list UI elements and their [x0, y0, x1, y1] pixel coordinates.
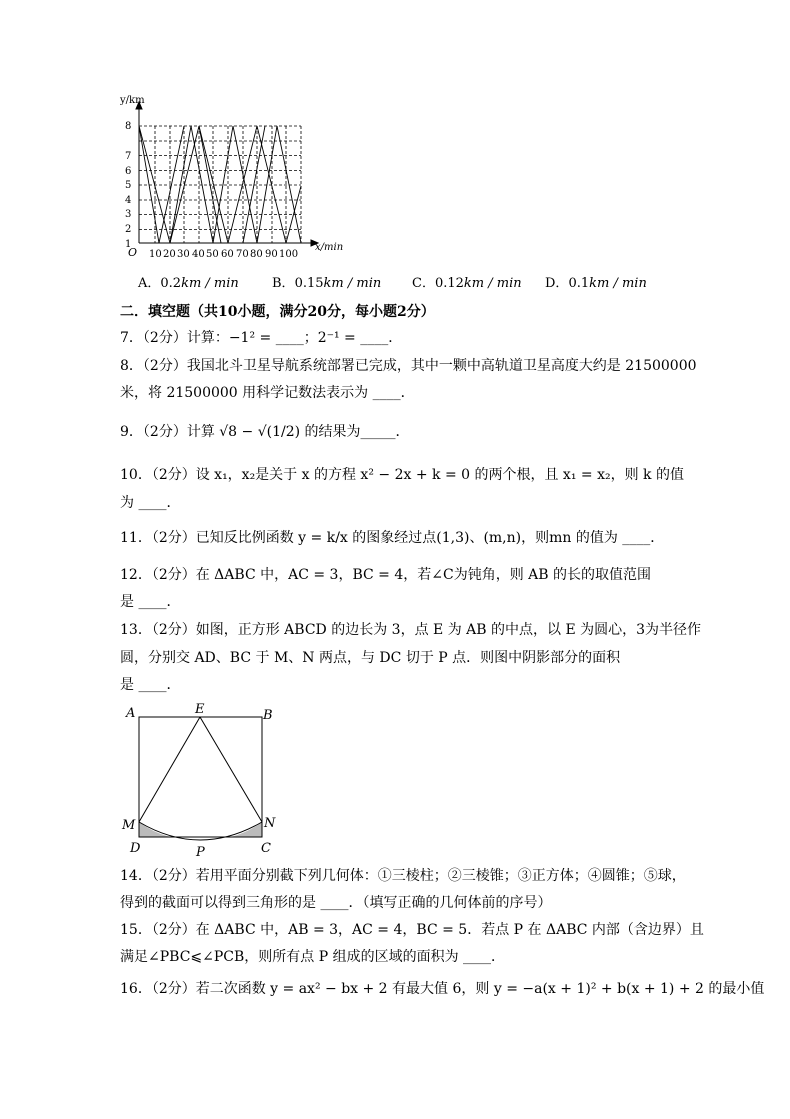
option-unit: km / min — [323, 276, 382, 291]
option-c — [412, 272, 522, 291]
option-value: 0.12 — [434, 276, 464, 291]
label-d: D — [130, 841, 141, 856]
option-value: 0.2 — [160, 276, 182, 291]
x-axis-label: x/min — [315, 242, 344, 253]
option-value: 0.15 — [294, 276, 324, 291]
y-tick: 6 — [125, 166, 132, 177]
grid-lines — [139, 126, 301, 243]
square-arc-figure — [118, 700, 288, 860]
y-tick: 7 — [125, 151, 132, 162]
x-tick: 20 — [163, 249, 176, 260]
x-tick-labels — [149, 249, 298, 260]
label-a: A — [126, 706, 136, 721]
question-16-line-1: 16．（2分）若二次函数 y = ax² − bx + 2 有最大值 6，则 y = −a(x + 1)² + b(x + 1) + 2 的最小值 — [120, 981, 765, 997]
origin-label: O — [128, 246, 138, 259]
question-15-line-2: 满足∠PBC⩽∠PCB，则所有点 P 组成的区域的面积为 ____． — [120, 949, 506, 965]
question-8-line-2: 米，将 21500000 用科学记数法表示为 ____． — [120, 385, 415, 401]
question-15-line-1: 15．（2分）在 ΔABC 中，AB = 3，AC = 4，BC = 5．若点 P 在 ΔABC 内部（含边界）且 — [120, 922, 704, 938]
question-7: 7．（2分）计算：−1² = ____；2⁻¹ = ____． — [120, 330, 403, 346]
question-10-line-1: 10．（2分）设 x₁，x₂是关于 x 的方程 x² − 2x + k = 0 的两个根，且 x₁ = x₂，则 k 的值 — [120, 467, 684, 483]
y-tick: 8 — [125, 121, 132, 132]
question-13-line-2: 圆，分别交 AD、BC 于 M、N 两点，与 DC 切于 P 点．则图中阴影部分的面积 — [120, 650, 621, 666]
x-tick: 80 — [250, 249, 263, 260]
question-12-line-1: 12．（2分）在 ΔABC 中，AC = 3，BC = 4，若∠C为钝角，则 AB 的长的取值范围 — [120, 567, 652, 583]
segment-em — [139, 717, 200, 822]
question-9: 9．（2分）计算 √8 − √(1/2) 的结果为_____． — [120, 424, 410, 440]
x-tick: 50 — [206, 249, 219, 260]
option-letter: C． — [412, 276, 435, 291]
x-tick: 70 — [236, 249, 249, 260]
question-8-line-1: 8．（2分）我国北斗卫星导航系统部署已完成，其中一颗中高轨道卫星高度大约是 21500000 — [120, 358, 697, 374]
label-m: M — [122, 818, 136, 833]
y-tick: 4 — [125, 195, 132, 206]
option-unit: km / min — [463, 276, 522, 291]
option-d — [545, 272, 647, 291]
x-tick: 100 — [279, 249, 299, 260]
y-tick: 3 — [125, 209, 132, 220]
question-14-line-1: 14．（2分）若用平面分别截下列几何体：①三棱柱；②三棱锥；③正方体；④圆锥；⑤球， — [120, 868, 686, 884]
motion-lines — [139, 126, 301, 243]
distance-time-graph — [115, 90, 344, 265]
y-tick: 2 — [125, 224, 132, 235]
option-value: 0.1 — [568, 276, 590, 291]
option-b — [272, 272, 381, 291]
question-12-line-2: 是 ____． — [120, 594, 181, 610]
option-letter: D． — [545, 276, 569, 291]
option-letter: B． — [272, 276, 295, 291]
option-a — [138, 272, 239, 291]
question-13-line-1: 13．（2分）如图，正方形 ABCD 的边长为 3，点 E 为 AB 的中点，以 E 为圆心，3为半径作 — [120, 622, 702, 638]
option-unit: km / min — [181, 276, 239, 291]
label-e: E — [195, 702, 205, 717]
question-13-line-3: 是 ____． — [120, 677, 181, 693]
x-tick: 10 — [149, 249, 162, 260]
x-tick: 60 — [221, 249, 234, 260]
segment-en — [200, 717, 262, 822]
x-tick: 40 — [192, 249, 205, 260]
option-unit: km / min — [589, 276, 647, 291]
y-tick: 5 — [125, 180, 132, 191]
x-tick: 30 — [177, 249, 190, 260]
label-c: C — [261, 841, 271, 856]
question-10-line-2: 为 ____． — [120, 495, 181, 511]
option-letter: A． — [138, 276, 161, 291]
y-tick: 1 — [125, 239, 132, 250]
label-n: N — [264, 816, 276, 831]
section-title: 二．填空题（共10小题，满分20分，每小题2分） — [120, 304, 435, 320]
square-abcd — [139, 717, 262, 837]
label-p: P — [196, 845, 205, 860]
y-axis-label: y/km — [120, 95, 145, 106]
question-11: 11．（2分）已知反比例函数 y = k/x 的图象经过点(1,3)、(m,n)，则mn 的值为 ____． — [120, 530, 665, 546]
y-tick-labels — [125, 121, 131, 250]
question-14-line-2: 得到的截面可以得到三角形的是 ____．（填写正确的几何体前的序号） — [120, 895, 552, 911]
label-b: B — [263, 708, 273, 723]
x-tick: 90 — [265, 249, 278, 260]
